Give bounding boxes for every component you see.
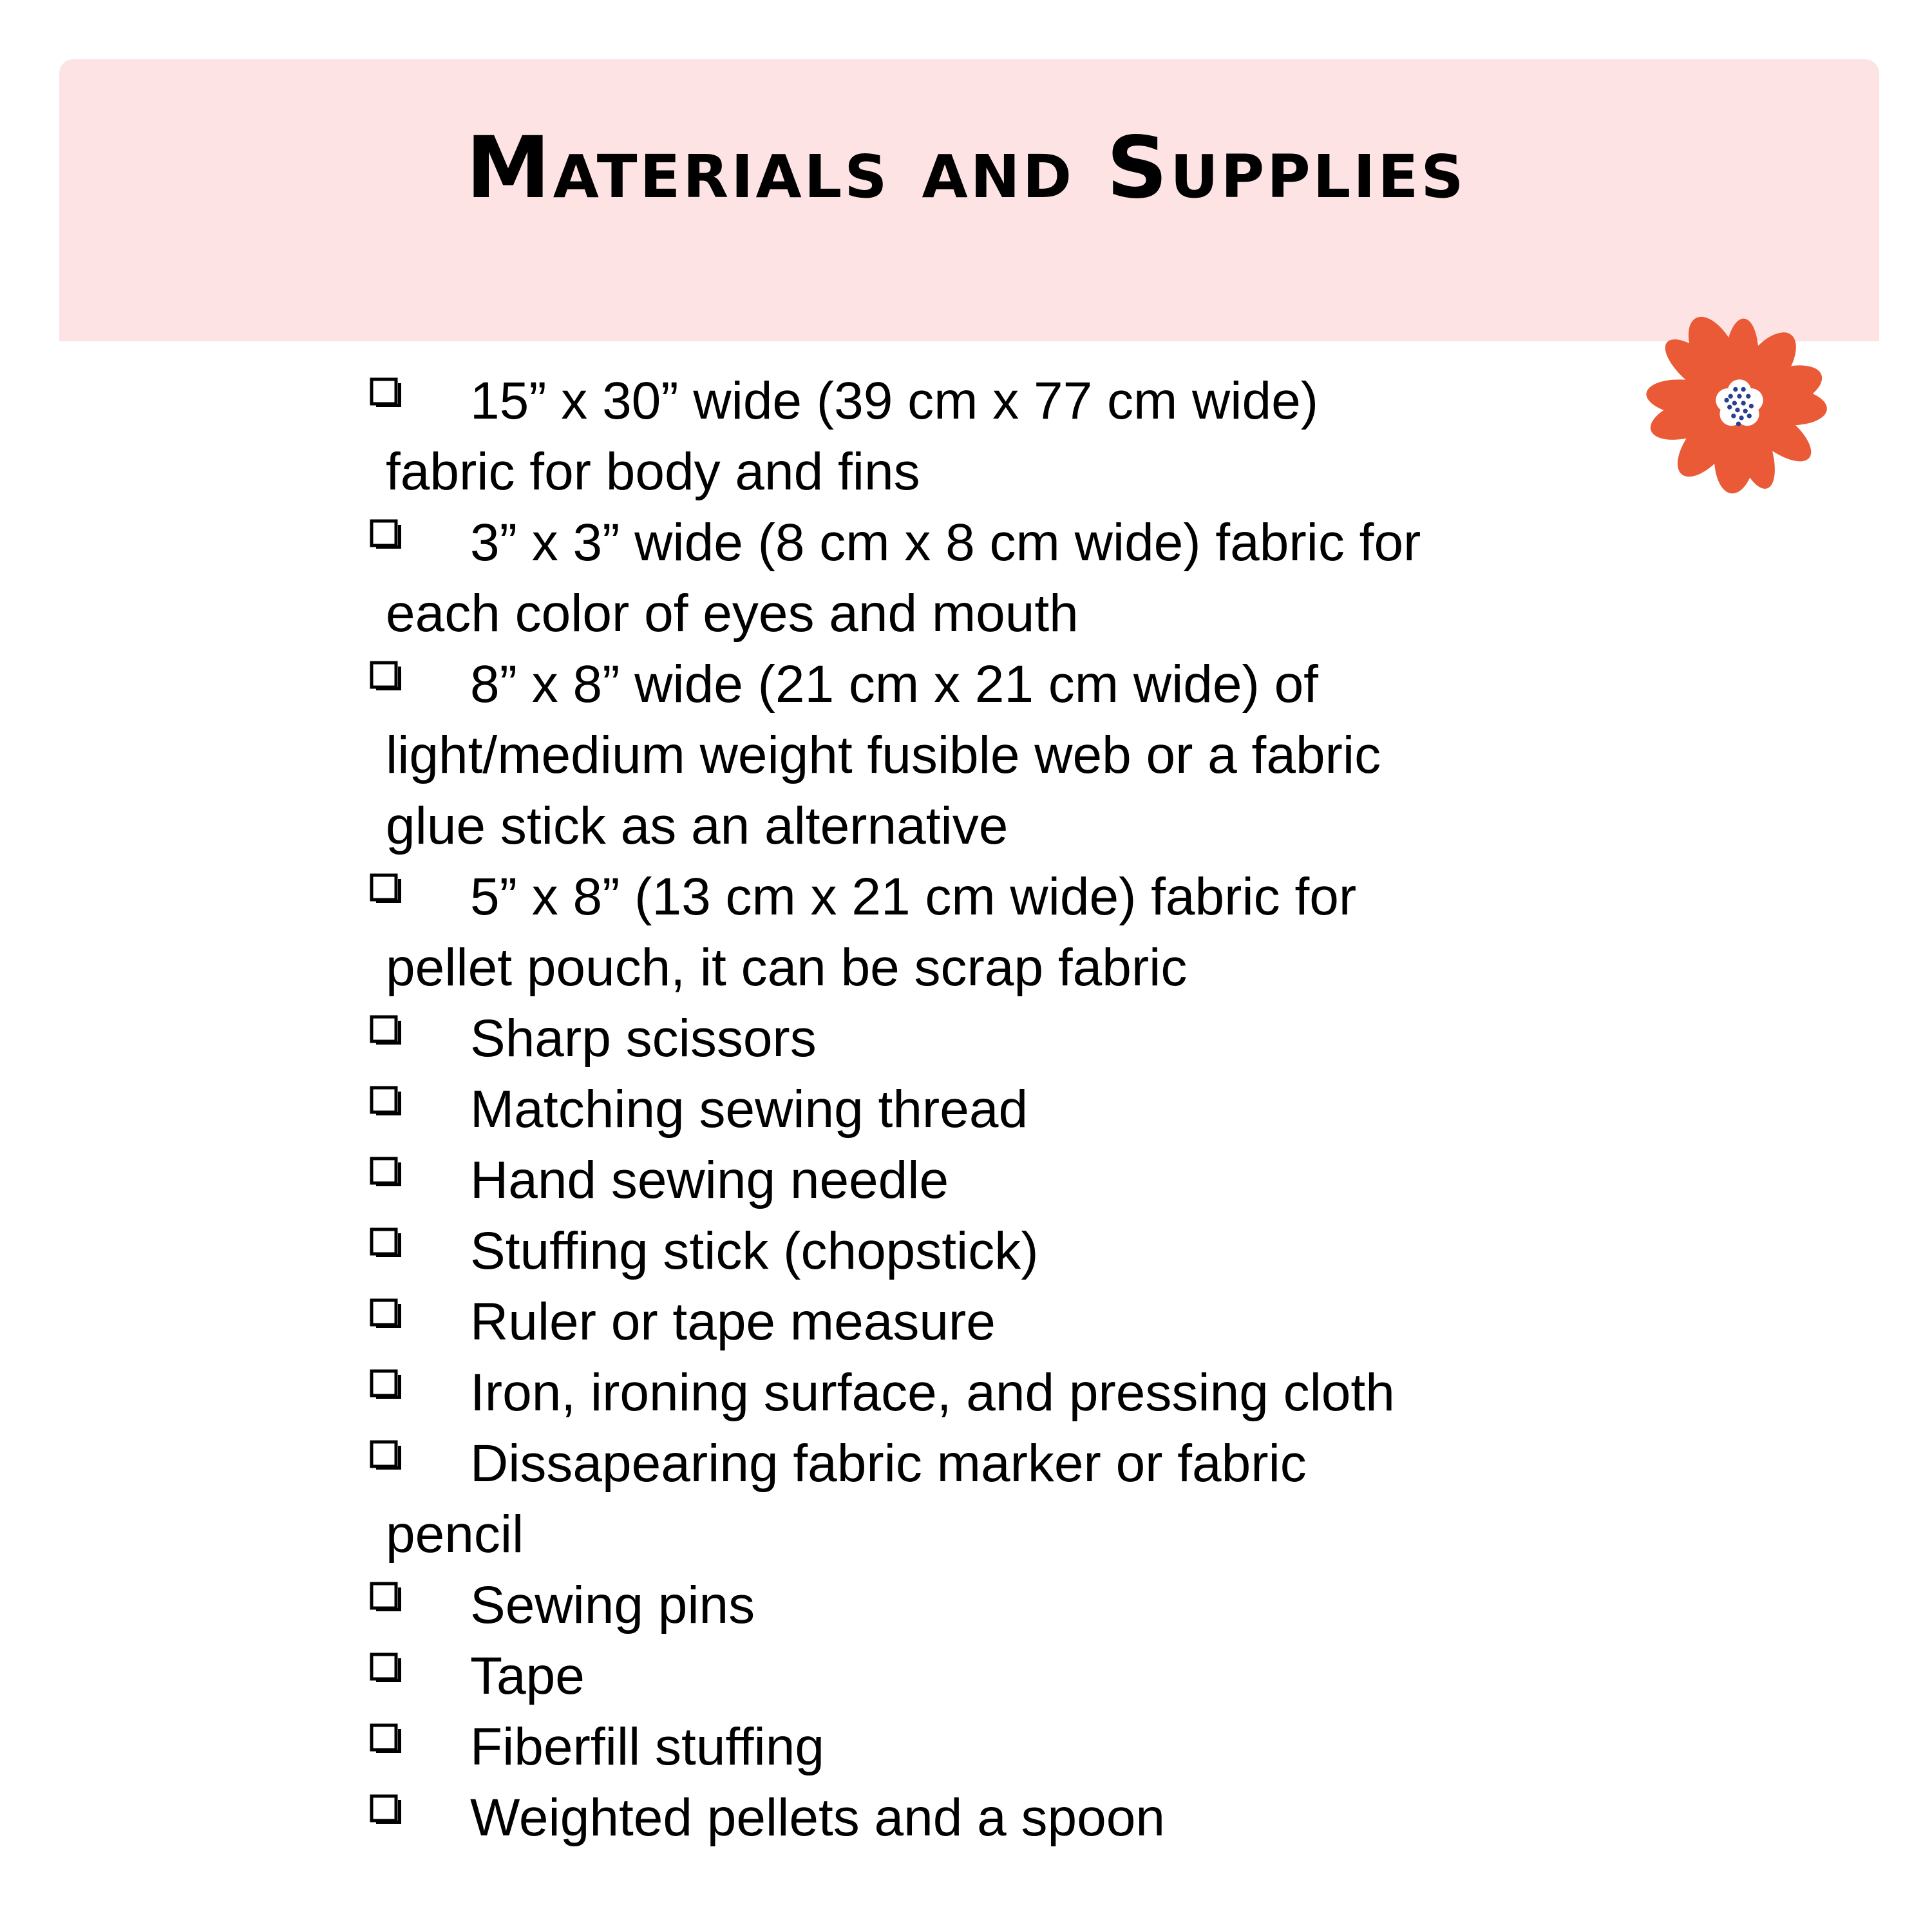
checklist-item-text: Sewing pins	[470, 1576, 755, 1634]
checklist-item-text: Fiberfill stuffing	[470, 1718, 824, 1776]
flower-dot	[1749, 404, 1754, 408]
checklist-item-text: Tape	[470, 1647, 585, 1705]
checklist-item-text: pencil	[386, 1505, 524, 1564]
checklist-item-text: Dissapearing fabric marker or fabric	[470, 1434, 1307, 1493]
checkbox-icon[interactable]	[370, 1369, 404, 1404]
flower-icon	[1641, 305, 1838, 502]
checklist-item	[370, 1712, 1658, 1783]
checkbox-icon[interactable]	[370, 873, 404, 908]
checkbox-icon[interactable]	[370, 661, 404, 696]
checkbox-icon[interactable]	[370, 1440, 404, 1475]
flower-dot	[1735, 408, 1739, 412]
checklist-item	[370, 1641, 1658, 1712]
checkbox-icon[interactable]	[370, 1157, 404, 1191]
checklist-item-text: Stuffing stick (chopstick)	[470, 1222, 1039, 1280]
checkbox-icon[interactable]	[370, 1227, 404, 1262]
checklist-item-text: Sharp scissors	[470, 1009, 817, 1068]
checklist-item-text: each color of eyes and mouth	[386, 584, 1079, 643]
flower-dot	[1743, 409, 1748, 413]
checklist-item	[370, 1216, 1658, 1287]
checklist-item-text: fabric for body and fins	[386, 442, 920, 501]
checkbox-icon[interactable]	[370, 1298, 404, 1333]
checklist-item-text: Matching sewing thread	[470, 1080, 1028, 1139]
flower-dot	[1736, 421, 1741, 426]
checklist-item-text: 8” x 8” wide (21 cm x 21 cm wide) of	[470, 655, 1318, 714]
checklist-item-text: light/medium weight fusible web or a fabric	[386, 726, 1381, 784]
checklist-item	[370, 1287, 1658, 1358]
flower-dot	[1728, 394, 1733, 399]
flower-dot	[1733, 387, 1738, 392]
checkbox-icon[interactable]	[370, 1653, 404, 1687]
checklist-item	[370, 366, 1658, 507]
checklist-item-text: Hand sewing needle	[470, 1151, 949, 1209]
checkbox-icon[interactable]	[370, 1582, 404, 1616]
checklist-item-text: Weighted pellets and a spoon	[470, 1788, 1165, 1847]
checklist-item-text: glue stick as an alternative	[386, 797, 1009, 855]
checklist-item	[370, 507, 1658, 649]
checklist-item	[370, 1145, 1658, 1216]
page-title: Materials and Supplies	[466, 118, 1466, 218]
flower-dot	[1732, 401, 1737, 405]
checkbox-icon[interactable]	[370, 377, 404, 412]
flower-dot	[1731, 413, 1736, 418]
flower-dot	[1741, 387, 1745, 392]
checklist-item	[370, 862, 1658, 1003]
flower-dot	[1746, 394, 1750, 399]
flower-dot	[1741, 401, 1745, 405]
checklist-item-text: 15” x 30” wide (39 cm x 77 cm wide)	[470, 372, 1319, 430]
flower-dot	[1727, 404, 1732, 409]
checklist-item	[370, 1358, 1658, 1428]
checklist-item	[370, 649, 1658, 862]
checkbox-icon[interactable]	[370, 1086, 404, 1121]
checklist-item	[370, 1003, 1658, 1074]
flower-dot	[1724, 398, 1728, 402]
checklist-item-text: Iron, ironing surface, and pressing cloth	[470, 1363, 1395, 1422]
checklist-item	[370, 1074, 1658, 1145]
checkbox-icon[interactable]	[370, 1723, 404, 1758]
checklist-item-text: pellet pouch, it can be scrap fabric	[386, 938, 1188, 997]
checkbox-icon[interactable]	[370, 1794, 404, 1829]
checkbox-icon[interactable]	[370, 1015, 404, 1050]
checklist-item	[370, 1570, 1658, 1641]
flower-dot	[1739, 415, 1743, 420]
checklist-item-text: 5” x 8” (13 cm x 21 cm wide) fabric for	[470, 867, 1357, 926]
checklist-item-text: Ruler or tape measure	[470, 1293, 996, 1351]
checklist-item-text: 3” x 3” wide (8 cm x 8 cm wide) fabric for	[470, 513, 1421, 572]
checkbox-icon[interactable]	[370, 519, 404, 554]
flower-dot	[1737, 394, 1741, 399]
checklist-item	[370, 1428, 1658, 1570]
materials-checklist	[370, 366, 1658, 1853]
flower-dot	[1747, 413, 1752, 418]
checklist-item	[370, 1783, 1658, 1853]
